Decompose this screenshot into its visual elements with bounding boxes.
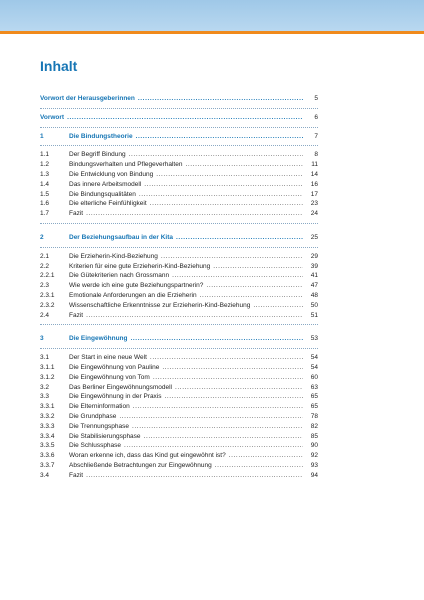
toc-entry-title: Abschließende Betrachtungen zur Eingewöhnung — [69, 461, 212, 469]
toc-entry-page: 48 — [310, 291, 318, 299]
toc-entry-page: 5 — [314, 95, 318, 102]
toc-leader-dots — [175, 383, 303, 393]
toc-entry-title: Fazit — [69, 311, 84, 319]
toc-entry-page: 17 — [310, 190, 318, 198]
toc-entry-page: 65 — [310, 393, 318, 401]
toc-entry-number: 3.3 — [40, 393, 50, 401]
toc-entry-number: 3.3.2 — [40, 412, 55, 420]
toc-leader-dots — [165, 392, 304, 402]
toc-entry-page: 39 — [310, 262, 318, 270]
toc-entry[interactable] — [40, 281, 318, 291]
toc-leader-dots — [153, 373, 303, 383]
toc-entry-number: 2.4 — [40, 311, 50, 319]
toc-entry-page: 63 — [310, 383, 318, 391]
toc-entry-number: 3.1.2 — [40, 373, 55, 381]
toc-entry[interactable] — [40, 271, 318, 281]
toc-separator — [40, 223, 318, 224]
toc-entry-page: 90 — [310, 442, 318, 450]
toc-entry-page: 85 — [310, 432, 318, 440]
toc-leader-dots — [150, 353, 303, 363]
toc-entry[interactable] — [40, 291, 318, 301]
toc-leader-dots — [253, 301, 303, 311]
toc-entry-title: Kriterien für eine gute Erzieherin-Kind-Beziehung — [69, 262, 211, 270]
toc-entry-number: 3.1 — [40, 354, 50, 362]
toc-entry-title: Die Eingewöhnung in der Praxis — [69, 393, 162, 401]
toc-chapter-number: 3 — [40, 335, 44, 343]
toc-entry-title: Der Start in eine neue Welt — [69, 354, 147, 362]
toc-entry-title: Woran erkenne ich, dass das Kind gut eingewöhnt ist? — [69, 452, 226, 460]
toc-entry-title: Vorwort der Herausgeberinnen — [40, 95, 135, 102]
toc-entry[interactable] — [40, 262, 318, 272]
toc-entry-title: Die Elterninformation — [69, 403, 130, 411]
toc-entry-page: 51 — [310, 311, 318, 319]
toc-entry-title: Die Stabilisierungsphase — [69, 432, 141, 440]
toc-entry[interactable] — [40, 432, 318, 442]
toc-leader-dots — [200, 291, 303, 301]
toc-leader-dots — [139, 190, 303, 200]
toc-entry[interactable] — [40, 353, 318, 363]
toc-entry[interactable] — [40, 170, 318, 180]
toc-entry-number: 1.7 — [40, 210, 50, 218]
toc-leader-dots — [162, 363, 303, 373]
toc-leader-dots — [213, 262, 303, 272]
toc-entry[interactable] — [40, 311, 318, 321]
toc-entry-title: Das Berliner Eingewöhnungsmodell — [69, 383, 172, 391]
toc-entry-page: 23 — [310, 200, 318, 208]
toc-entry-number: 3.3.4 — [40, 432, 55, 440]
toc-entry[interactable] — [40, 412, 318, 422]
toc-entry-page: 47 — [310, 282, 318, 290]
toc-entry-number: 2.3.2 — [40, 301, 55, 309]
toc-entry-page: 24 — [310, 210, 318, 218]
toc-entry-number: 3.4 — [40, 471, 50, 479]
toc-entry-number: 3.3.3 — [40, 422, 55, 430]
toc-leader-dots — [172, 271, 303, 281]
header-accent-rule — [0, 31, 424, 34]
toc-entry-page: 94 — [310, 471, 318, 479]
toc-entry-title: Die Gütekriterien nach Grossmann — [69, 272, 170, 280]
toc-entry[interactable] — [40, 180, 318, 190]
toc-entry-number: 1.5 — [40, 190, 50, 198]
toc-entry-page: 7 — [314, 132, 318, 140]
toc-entry-page: 14 — [310, 170, 318, 178]
toc-entry-page: 78 — [310, 412, 318, 420]
toc-entry[interactable] — [40, 441, 318, 451]
toc-entry-number: 1.2 — [40, 161, 50, 169]
toc-chapter-number: 1 — [40, 132, 44, 140]
toc-entry[interactable] — [40, 451, 318, 461]
toc-entry-title: Das innere Arbeitsmodell — [69, 180, 142, 188]
toc-entry-page: 8 — [314, 151, 318, 159]
toc-leader-dots — [86, 311, 303, 321]
toc-leader-dots — [119, 412, 303, 422]
toc-entry[interactable] — [40, 383, 318, 393]
toc-chapter-2[interactable] — [40, 233, 318, 243]
table-of-contents — [40, 94, 318, 481]
toc-chapter-title: Der Beziehungsaufbau in der Kita — [69, 233, 174, 241]
toc-entry-vorwort-herausgeberinnen[interactable] — [40, 94, 318, 104]
toc-entry[interactable] — [40, 402, 318, 412]
toc-entry[interactable] — [40, 471, 318, 481]
toc-entry-title: Die Entwicklung von Bindung — [69, 170, 154, 178]
toc-chapter-number: 2 — [40, 233, 44, 241]
toc-entry-page: 54 — [310, 354, 318, 362]
toc-entry-page: 11 — [311, 161, 318, 169]
toc-separator — [40, 324, 318, 325]
toc-separator — [40, 127, 318, 128]
toc-entry-title: Vorwort — [40, 113, 65, 121]
toc-entry-title: Der Begriff Bindung — [69, 151, 126, 159]
toc-separator — [40, 247, 318, 248]
toc-leader-dots — [144, 432, 303, 442]
header-band — [0, 0, 424, 31]
page-title: Inhalt — [40, 58, 78, 74]
toc-entry[interactable] — [40, 461, 318, 471]
toc-entry[interactable] — [40, 392, 318, 402]
toc-entry-title: Die Bindungsqualitäten — [69, 190, 136, 198]
toc-entry-title: Emotionale Anforderungen an die Erzieherin — [69, 291, 197, 299]
toc-entry[interactable] — [40, 190, 318, 200]
toc-leader-dots — [129, 150, 303, 160]
toc-leader-dots — [144, 180, 303, 190]
toc-leader-dots — [206, 281, 303, 291]
toc-entry-page: 93 — [310, 461, 318, 469]
toc-entry-number: 1.1 — [40, 151, 50, 159]
toc-separator — [40, 348, 318, 349]
toc-entry-number: 2.1 — [40, 252, 50, 260]
toc-entry[interactable] — [40, 199, 318, 209]
toc-entry-page: 54 — [310, 363, 318, 371]
toc-entry-title: Wie werde ich eine gute Beziehungspartnerin? — [69, 282, 204, 290]
toc-entry-title: Fazit — [69, 471, 84, 479]
toc-entry-page: 25 — [310, 233, 318, 241]
toc-entry[interactable] — [40, 252, 318, 262]
toc-leader-dots — [136, 132, 303, 142]
toc-entry[interactable] — [40, 160, 318, 170]
toc-entry-number: 1.4 — [40, 180, 50, 188]
toc-entry-number: 1.3 — [40, 170, 50, 178]
toc-entry-title: Die Erzieherin-Kind-Beziehung — [69, 252, 158, 260]
toc-separator — [40, 108, 318, 109]
toc-chapter-1[interactable] — [40, 132, 318, 142]
toc-leader-dots — [229, 451, 303, 461]
toc-chapter-title: Die Bindungstheorie — [69, 132, 133, 140]
toc-entry-page: 41 — [310, 272, 318, 280]
toc-leader-dots — [86, 209, 303, 219]
toc-leader-dots — [86, 471, 303, 481]
toc-entry-number: 3.3.7 — [40, 461, 55, 469]
toc-entry-number: 2.3.1 — [40, 291, 55, 299]
toc-leader-dots — [133, 402, 303, 412]
toc-leader-dots — [131, 334, 304, 344]
toc-entry-number: 2.2.1 — [40, 272, 55, 280]
toc-entry-title: Die Grundphase — [69, 412, 117, 420]
toc-entry-page: 6 — [314, 113, 318, 121]
toc-entry[interactable] — [40, 373, 318, 383]
toc-leader-dots — [161, 252, 303, 262]
toc-leader-dots — [138, 94, 303, 104]
toc-chapter-3[interactable] — [40, 334, 318, 344]
toc-entry-title: Die Eingewöhnung von Pauline — [69, 363, 160, 371]
toc-entry-page: 53 — [310, 335, 318, 343]
toc-leader-dots — [156, 170, 303, 180]
toc-entry-number: 2.3 — [40, 282, 50, 290]
toc-entry-number: 2.2 — [40, 262, 50, 270]
toc-entry-number: 3.2 — [40, 383, 50, 391]
toc-entry-page: 65 — [310, 403, 318, 411]
toc-leader-dots — [150, 199, 303, 209]
toc-entry-number: 3.3.6 — [40, 452, 55, 460]
toc-leader-dots — [132, 422, 303, 432]
toc-entry[interactable] — [40, 150, 318, 160]
toc-entry-vorwort[interactable] — [40, 113, 318, 123]
toc-leader-dots — [215, 461, 303, 471]
toc-entry[interactable] — [40, 301, 318, 311]
toc-entry-title: Wissenschaftliche Erkenntnisse zur Erzieherin-Kind-Beziehung — [69, 301, 251, 309]
toc-entry-page: 50 — [310, 301, 318, 309]
toc-entry-number: 3.1.1 — [40, 363, 55, 371]
toc-entry[interactable] — [40, 209, 318, 219]
toc-entry-page: 16 — [310, 180, 318, 188]
toc-entry-title: Fazit — [69, 210, 84, 218]
toc-leader-dots — [185, 160, 303, 170]
toc-entry-number: 1.6 — [40, 200, 50, 208]
toc-leader-dots — [124, 441, 303, 451]
toc-chapter-title: Die Eingewöhnung — [69, 335, 128, 343]
toc-entry-title: Bindungsverhalten und Pflegeverhalten — [69, 161, 183, 169]
toc-entry-page: 82 — [310, 422, 318, 430]
toc-entry-number: 3.3.5 — [40, 442, 55, 450]
toc-entry[interactable] — [40, 363, 318, 373]
toc-entry-title: Die Trennungsphase — [69, 422, 129, 430]
toc-entry-page: 60 — [310, 373, 318, 381]
toc-entry-title: Die Eingewöhnung von Tom — [69, 373, 150, 381]
toc-entry-page: 29 — [310, 252, 318, 260]
toc-entry-page: 92 — [310, 452, 318, 460]
toc-leader-dots — [176, 233, 303, 243]
toc-entry-number: 3.3.1 — [40, 403, 55, 411]
toc-separator — [40, 145, 318, 146]
toc-entry-title: Die Schlussphase — [69, 442, 122, 450]
toc-leader-dots — [67, 113, 303, 123]
toc-entry[interactable] — [40, 422, 318, 432]
toc-entry-title: Die elterliche Feinfühligkeit — [69, 200, 147, 208]
